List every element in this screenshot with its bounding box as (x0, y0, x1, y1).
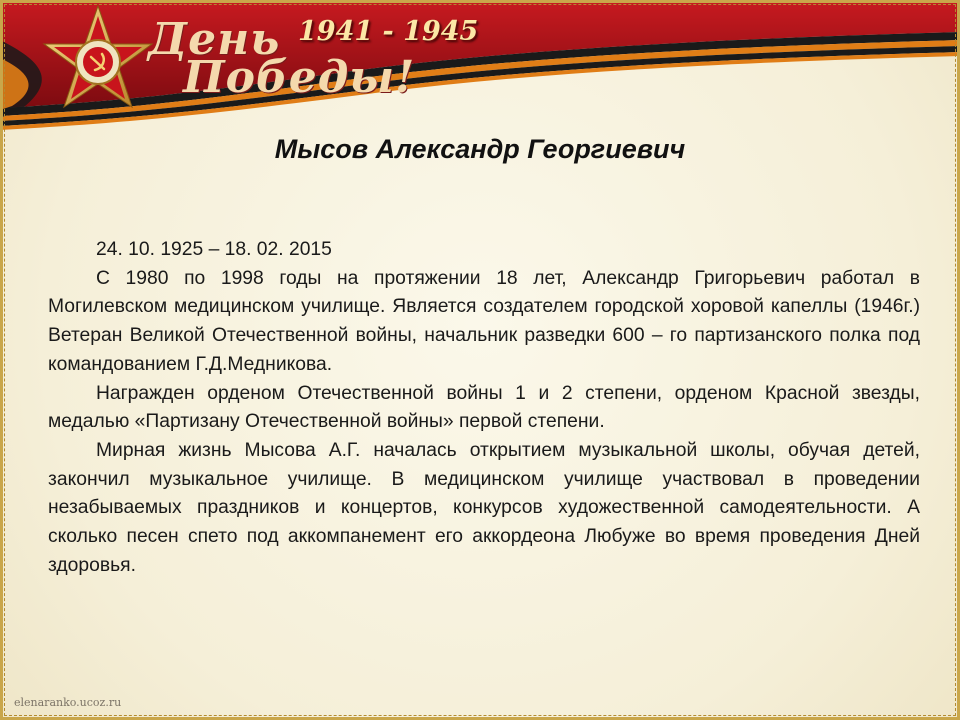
biography-text (48, 236, 920, 580)
victory-day-banner (0, 0, 960, 135)
holiday-title-line2: Победы! (183, 52, 416, 103)
years-label: 1941 - 1945 (298, 16, 479, 47)
biography-paragraph: С 1980 по 1998 годы на протяжении 18 лет, Александр Григорьевич работал в Могилевском медицинском училище. Является создателем городской хоровой капеллы (1946г.) Ветеран Великой Отечественной войны, начальник разведки 600 – го партизанского полка под командованием Г.Д.Медникова. (48, 267, 920, 375)
peaceful-life-paragraph: Мирная жизнь Мысова А.Г. началась открытием музыкальной школы, обучая детей, закончил музыкальное училище. В медицинском училище участвовал в проведении незабываемых праздников и концертов, конкурсов художественной самодеятельности. А сколько песен спето под аккомпанемент его аккордеона Любуже во время проведения Дней здоровья. (48, 439, 920, 576)
source-watermark: elenaranko.ucoz.ru (14, 696, 122, 709)
person-name-heading: Мысов Александр Георгиевич (274, 134, 686, 164)
life-dates: 24. 10. 1925 – 18. 02. 2015 (96, 239, 332, 260)
awards-paragraph: Награжден орденом Отечественной войны 1 и 2 степени, орденом Красной звезды, медалью «Партизану Отечественной войны» первой степени. (48, 382, 920, 433)
holiday-title-line1: День (148, 14, 281, 65)
